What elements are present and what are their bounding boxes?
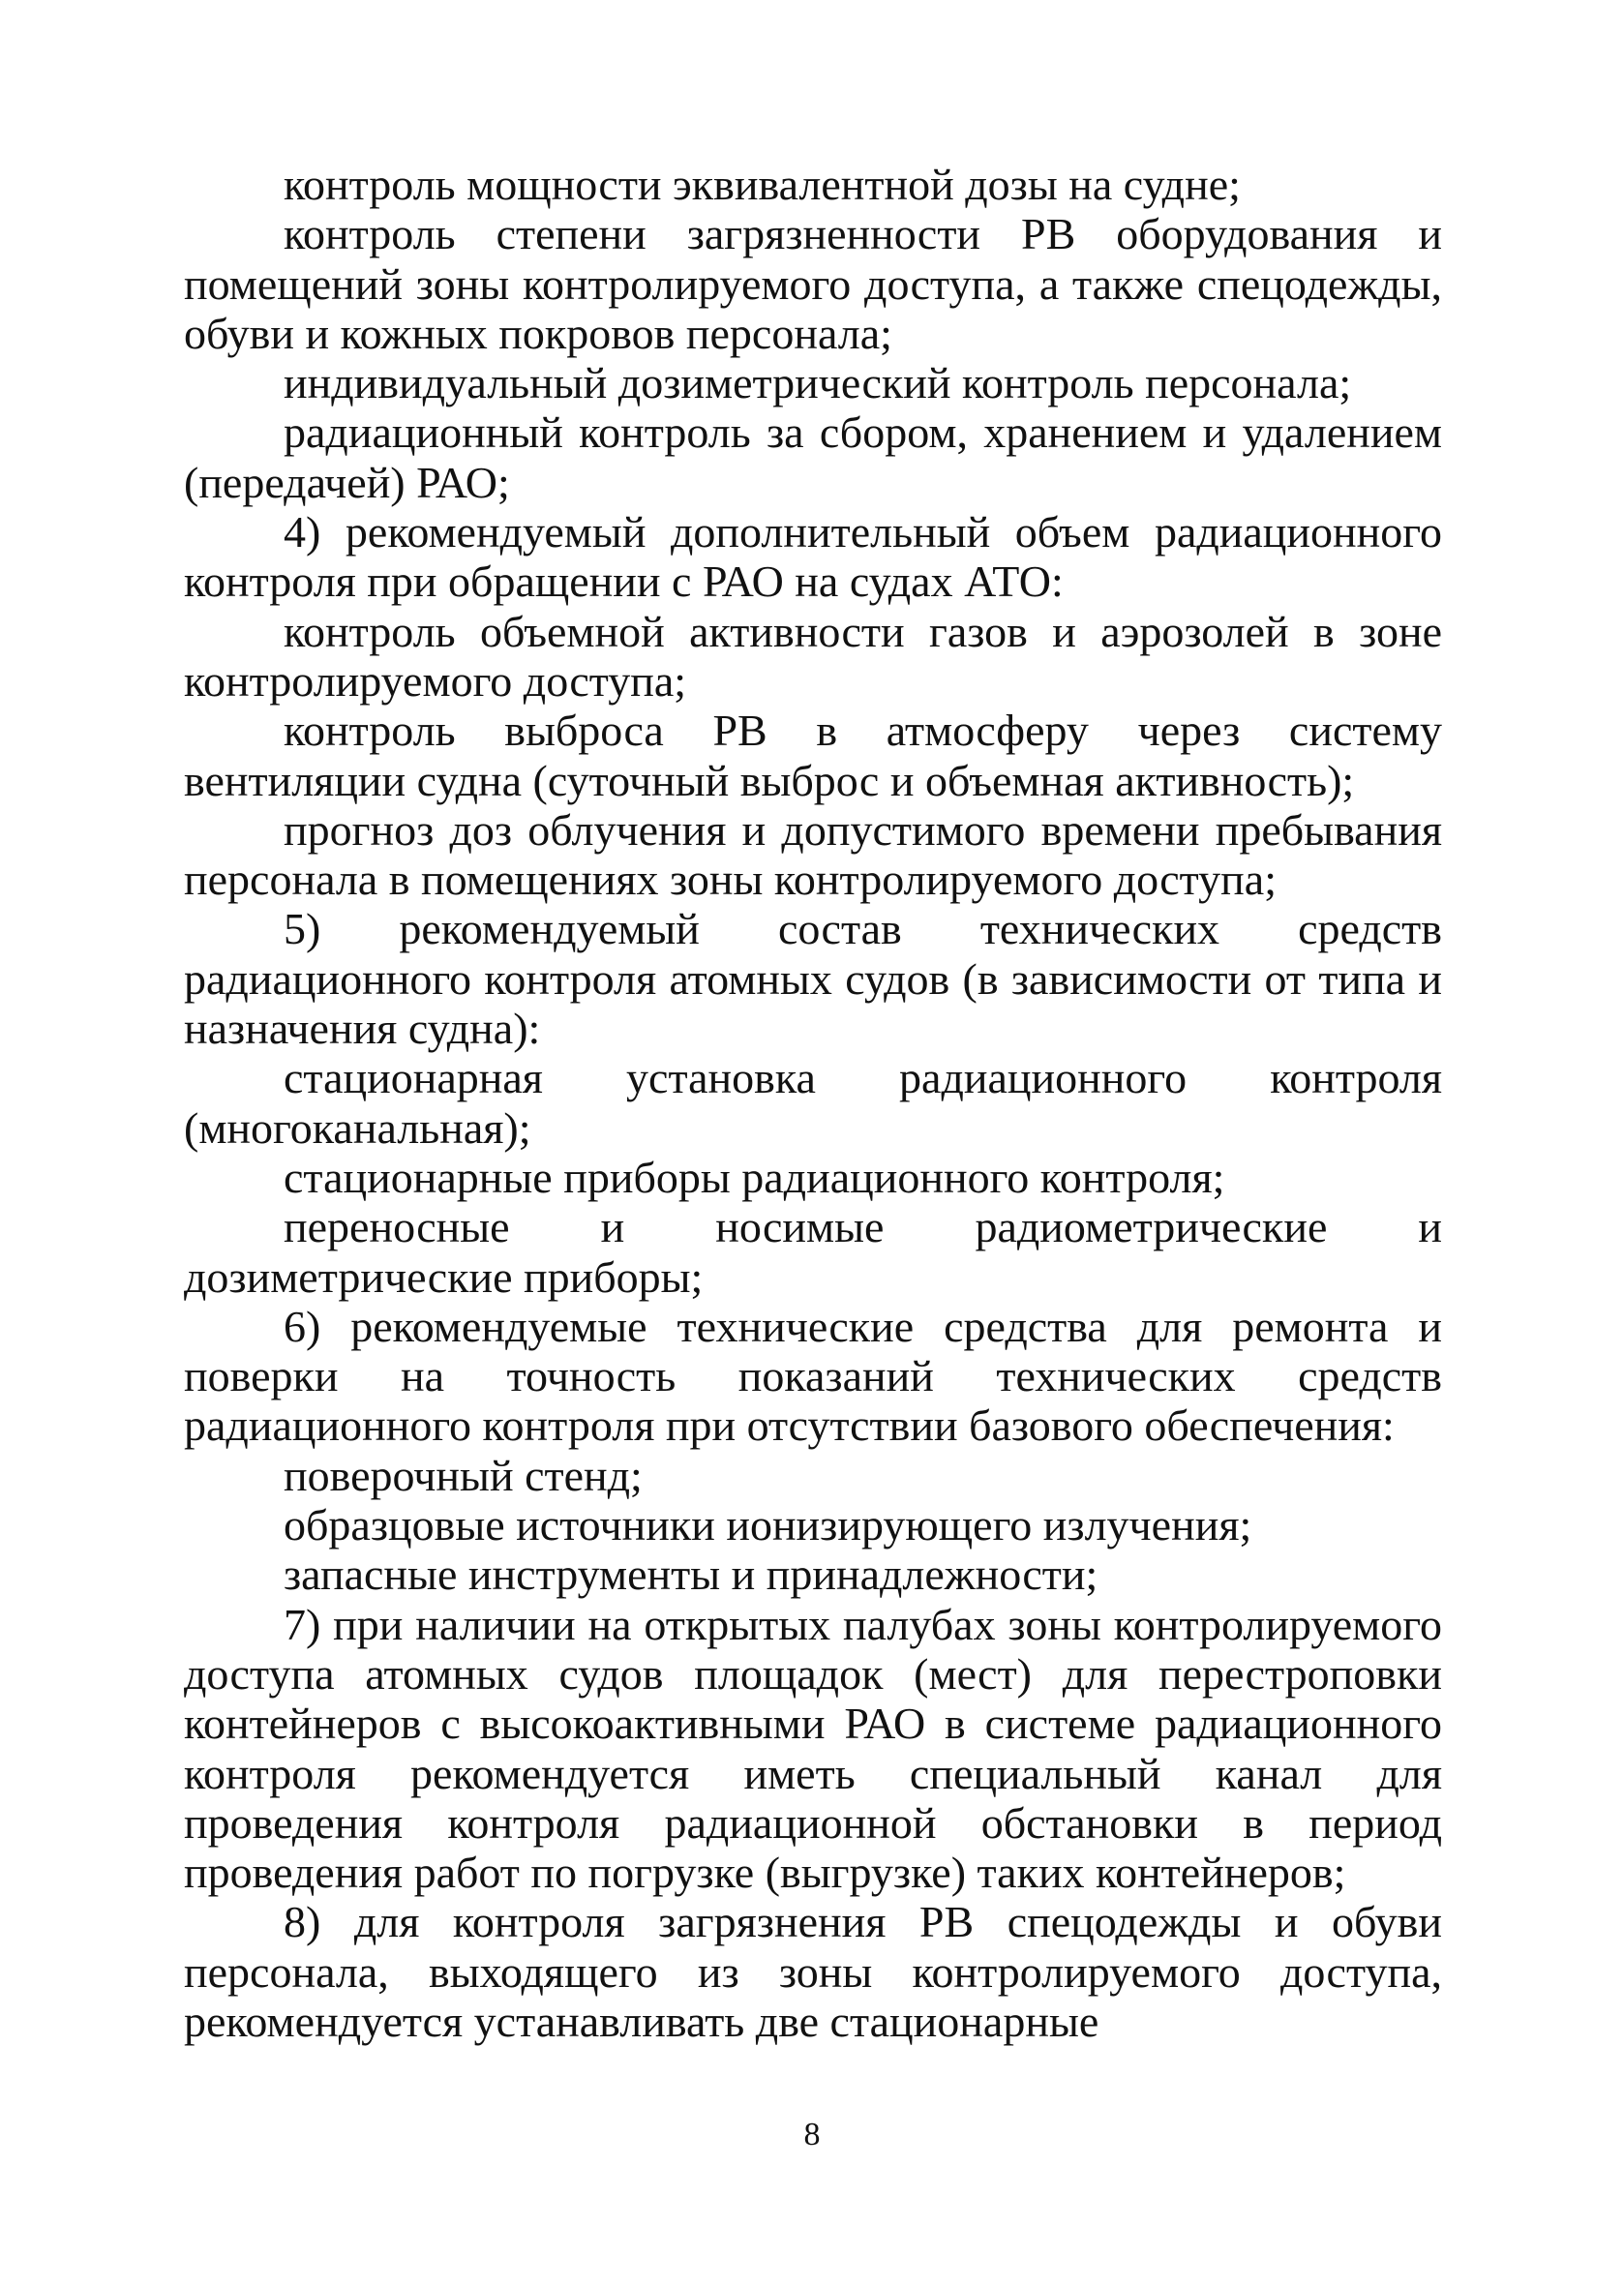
- paragraph: 7) при наличии на открытых палубах зоны контролируемого доступа атомных судов площадок (мест) для перестроповки контейнеров с высокоактивными РАО в системе радиационного контроля рекомендуется иметь специальный канал для проведения контроля радиационной обстановки в период проведения работ по погрузке (выгрузке) таких контейнеров;: [184, 1599, 1442, 1898]
- paragraph: запасные инструменты и принадлежности;: [284, 1550, 1098, 1600]
- paragraph: поверочный стенд;: [284, 1450, 643, 1500]
- paragraph: контроль объемной активности газов и аэрозолей в зоне контролируемого доступа;: [184, 606, 1442, 706]
- paragraph: 4) рекомендуемый дополнительный объем радиационного контроля при обращении с РАО на судах АТО:: [184, 507, 1442, 607]
- paragraph: 6) рекомендуемые технические средства для ремонта и поверки на точность показаний технических средств радиационного контроля при отсутствии базового обеспечения:: [184, 1301, 1442, 1451]
- paragraph: радиационный контроль за сбором, хранением и удалением (передачей) РАО;: [184, 407, 1442, 507]
- paragraph: контроль выброса РВ в атмосферу через систему вентиляции судна (суточный выброс и объемная активность);: [184, 706, 1442, 805]
- paragraph: прогноз доз облучения и допустимого времени пребывания персонала в помещениях зоны контролируемого доступа;: [184, 804, 1442, 905]
- paragraph: 8) для контроля загрязнения РВ спецодежды и обуви персонала, выходящего из зоны контролируемого доступа, рекомендуется устанавливать две стационарные: [184, 1897, 1442, 2046]
- paragraph: 5) рекомендуемый состав технических средств радиационного контроля атомных судов (в зависимости от типа и назначения судна):: [184, 904, 1442, 1054]
- paragraph: контроль мощности эквивалентной дозы на судне;: [284, 160, 1241, 209]
- paragraph: стационарная установка радиационного контроля (многоканальная);: [184, 1053, 1442, 1153]
- page-number: 8: [803, 2117, 821, 2152]
- paragraph: индивидуальный дозиметрический контроль персонала;: [284, 358, 1352, 408]
- paragraph: переносные и носимые радиометрические и дозиметрические приборы;: [184, 1202, 1442, 1302]
- paragraph: контроль степени загрязненности РВ оборудования и помещений зоны контролируемого доступа, а также спецодежды, обуви и кожных покровов персонала;: [184, 209, 1442, 358]
- body-text: [184, 160, 1442, 2046]
- paragraph: образцовые источники ионизирующего излучения;: [284, 1500, 1252, 1550]
- paragraph: стационарные приборы радиационного контроля;: [284, 1152, 1225, 1202]
